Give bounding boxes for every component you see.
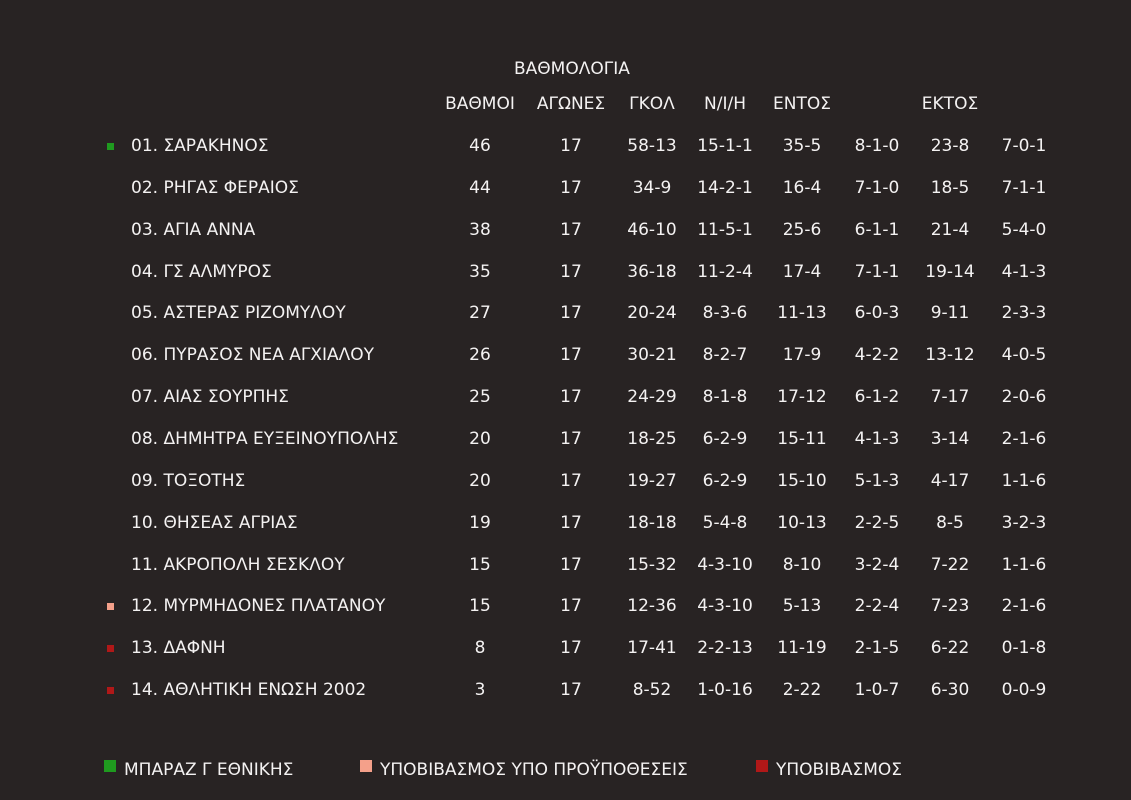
cell-wdl: 2-2-13 xyxy=(697,638,753,658)
header-games: ΑΓΩΝΕΣ xyxy=(536,94,606,114)
cell-away-goals: 3-14 xyxy=(930,429,970,449)
cell-home-wdl: 2-2-4 xyxy=(854,596,900,616)
cell-home-wdl: 6-0-3 xyxy=(854,303,900,323)
table-row xyxy=(0,134,1131,158)
cell-away-wdl: 5-4-0 xyxy=(1001,220,1047,240)
header-away: ΕΚΤΟΣ xyxy=(921,94,979,114)
cell-away-wdl: 1-1-6 xyxy=(1001,555,1047,575)
cell-points: 19 xyxy=(469,513,491,533)
cell-home-wdl: 8-1-0 xyxy=(854,136,900,156)
cell-away-wdl: 2-1-6 xyxy=(1001,429,1047,449)
cell-home-goals: 17-12 xyxy=(777,387,827,407)
cell-away-goals: 19-14 xyxy=(925,262,975,282)
cell-games: 17 xyxy=(560,471,582,491)
cell-away-wdl: 4-0-5 xyxy=(1001,345,1047,365)
cell-wdl: 6-2-9 xyxy=(702,471,748,491)
cell-wdl: 8-3-6 xyxy=(702,303,748,323)
cell-games: 17 xyxy=(560,596,582,616)
cell-home-goals: 17-9 xyxy=(782,345,822,365)
team-name: 06. ΠΥΡΑΣΟΣ ΝΕΑ ΑΓΧΙΑΛΟΥ xyxy=(131,345,375,365)
team-name: 04. ΓΣ ΑΛΜΥΡΟΣ xyxy=(131,262,272,282)
team-name: 09. ΤΟΞΟΤΗΣ xyxy=(131,471,246,491)
cell-games: 17 xyxy=(560,513,582,533)
cell-wdl: 4-3-10 xyxy=(697,555,753,575)
cell-away-goals: 9-11 xyxy=(930,303,970,323)
cell-points: 27 xyxy=(469,303,491,323)
cell-points: 25 xyxy=(469,387,491,407)
cell-points: 26 xyxy=(469,345,491,365)
cell-home-wdl: 2-1-5 xyxy=(854,638,900,658)
cell-home-goals: 2-22 xyxy=(782,680,822,700)
cell-points: 20 xyxy=(469,471,491,491)
team-name: 10. ΘΗΣΕΑΣ ΑΓΡΙΑΣ xyxy=(131,513,298,533)
header-points: ΒΑΘΜΟΙ xyxy=(445,94,515,114)
table-row xyxy=(0,469,1131,493)
cell-home-goals: 11-19 xyxy=(777,638,827,658)
table-row xyxy=(0,678,1131,702)
cell-away-goals: 6-30 xyxy=(930,680,970,700)
cell-goals: 36-18 xyxy=(627,262,677,282)
legend-swatch-icon xyxy=(104,760,116,772)
cell-home-goals: 17-4 xyxy=(782,262,822,282)
cell-goals: 12-36 xyxy=(627,596,677,616)
table-row xyxy=(0,385,1131,409)
cell-away-wdl: 1-1-6 xyxy=(1001,471,1047,491)
cell-goals: 18-18 xyxy=(627,513,677,533)
cell-wdl: 15-1-1 xyxy=(697,136,753,156)
header-home: ΕΝΤΟΣ xyxy=(773,94,831,114)
cell-wdl: 11-5-1 xyxy=(697,220,753,240)
cell-goals: 46-10 xyxy=(627,220,677,240)
cell-home-wdl: 1-0-7 xyxy=(854,680,900,700)
header-wdl: Ν/Ι/Η xyxy=(704,94,746,114)
legend-label: ΜΠΑΡΑΖ Γ ΕΘΝΙΚΗΣ xyxy=(124,760,294,780)
cell-goals: 8-52 xyxy=(632,680,672,700)
cell-away-wdl: 7-0-1 xyxy=(1001,136,1047,156)
cell-away-wdl: 0-0-9 xyxy=(1001,680,1047,700)
cell-away-wdl: 3-2-3 xyxy=(1001,513,1047,533)
status-marker-icon xyxy=(107,687,114,694)
cell-games: 17 xyxy=(560,680,582,700)
cell-games: 17 xyxy=(560,387,582,407)
table-row xyxy=(0,301,1131,325)
table-row xyxy=(0,553,1131,577)
cell-games: 17 xyxy=(560,136,582,156)
legend-label: ΥΠΟΒΙΒΑΣΜΟΣ ΥΠΟ ΠΡΟΫΠΟΘΕΣΕΙΣ xyxy=(380,760,688,780)
cell-wdl: 1-0-16 xyxy=(697,680,753,700)
cell-home-wdl: 6-1-2 xyxy=(854,387,900,407)
team-name: 13. ΔΑΦΝΗ xyxy=(131,638,226,658)
cell-away-wdl: 7-1-1 xyxy=(1001,178,1047,198)
team-name: 02. ΡΗΓΑΣ ΦΕΡΑΙΟΣ xyxy=(131,178,299,198)
legend-swatch-icon xyxy=(360,760,372,772)
cell-goals: 30-21 xyxy=(627,345,677,365)
cell-home-wdl: 5-1-3 xyxy=(854,471,900,491)
cell-games: 17 xyxy=(560,429,582,449)
table-row xyxy=(0,594,1131,618)
cell-away-wdl: 0-1-8 xyxy=(1001,638,1047,658)
cell-goals: 20-24 xyxy=(627,303,677,323)
legend-swatch-icon xyxy=(756,760,768,772)
team-name: 03. ΑΓΙΑ ΑΝΝΑ xyxy=(131,220,256,240)
team-name: 14. ΑΘΛΗΤΙΚΗ ΕΝΩΣΗ 2002 xyxy=(131,680,367,700)
cell-home-goals: 10-13 xyxy=(777,513,827,533)
cell-home-wdl: 2-2-5 xyxy=(854,513,900,533)
table-row xyxy=(0,636,1131,660)
cell-games: 17 xyxy=(560,220,582,240)
status-marker-icon xyxy=(107,603,114,610)
cell-home-wdl: 4-1-3 xyxy=(854,429,900,449)
header-goals: ΓΚΟΛ xyxy=(629,94,675,114)
cell-away-goals: 6-22 xyxy=(930,638,970,658)
cell-home-goals: 11-13 xyxy=(777,303,827,323)
table-row xyxy=(0,427,1131,451)
cell-games: 17 xyxy=(560,345,582,365)
legend-label: ΥΠΟΒΙΒΑΣΜΟΣ xyxy=(776,760,903,780)
cell-points: 46 xyxy=(469,136,491,156)
cell-points: 20 xyxy=(469,429,491,449)
cell-home-goals: 35-5 xyxy=(782,136,822,156)
cell-games: 17 xyxy=(560,303,582,323)
cell-away-wdl: 4-1-3 xyxy=(1001,262,1047,282)
table-row xyxy=(0,511,1131,535)
team-name: 08. ΔΗΜΗΤΡΑ ΕΥΞΕΙΝΟΥΠΟΛΗΣ xyxy=(131,429,399,449)
cell-home-wdl: 6-1-1 xyxy=(854,220,900,240)
cell-wdl: 8-2-7 xyxy=(702,345,748,365)
cell-home-wdl: 7-1-1 xyxy=(854,262,900,282)
cell-wdl: 6-2-9 xyxy=(702,429,748,449)
cell-points: 35 xyxy=(469,262,491,282)
cell-wdl: 8-1-8 xyxy=(702,387,748,407)
table-title: ΒΑΘΜΟΛΟΓΙΑ xyxy=(514,59,630,79)
cell-goals: 18-25 xyxy=(627,429,677,449)
cell-home-wdl: 7-1-0 xyxy=(854,178,900,198)
cell-points: 8 xyxy=(474,638,486,658)
cell-points: 44 xyxy=(469,178,491,198)
cell-wdl: 14-2-1 xyxy=(697,178,753,198)
cell-games: 17 xyxy=(560,638,582,658)
team-name: 01. ΣΑΡΑΚΗΝΟΣ xyxy=(131,136,269,156)
cell-away-goals: 8-5 xyxy=(936,513,964,533)
status-marker-icon xyxy=(107,143,114,150)
table-row xyxy=(0,343,1131,367)
team-name: 11. ΑΚΡΟΠΟΛΗ ΣΕΣΚΛΟΥ xyxy=(131,555,345,575)
table-row xyxy=(0,218,1131,242)
cell-goals: 34-9 xyxy=(632,178,672,198)
cell-home-goals: 8-10 xyxy=(782,555,822,575)
cell-wdl: 5-4-8 xyxy=(702,513,748,533)
cell-wdl: 4-3-10 xyxy=(697,596,753,616)
table-row xyxy=(0,176,1131,200)
cell-home-wdl: 4-2-2 xyxy=(854,345,900,365)
cell-wdl: 11-2-4 xyxy=(697,262,753,282)
team-name: 07. ΑΙΑΣ ΣΟΥΡΠΗΣ xyxy=(131,387,289,407)
cell-away-wdl: 2-3-3 xyxy=(1001,303,1047,323)
status-marker-icon xyxy=(107,645,114,652)
cell-away-goals: 7-17 xyxy=(930,387,970,407)
cell-points: 15 xyxy=(469,555,491,575)
table-row xyxy=(0,260,1131,284)
cell-games: 17 xyxy=(560,262,582,282)
cell-home-goals: 25-6 xyxy=(782,220,822,240)
cell-away-goals: 4-17 xyxy=(930,471,970,491)
cell-away-goals: 21-4 xyxy=(930,220,970,240)
cell-goals: 19-27 xyxy=(627,471,677,491)
cell-away-goals: 18-5 xyxy=(930,178,970,198)
cell-home-goals: 16-4 xyxy=(782,178,822,198)
cell-home-goals: 15-11 xyxy=(777,429,827,449)
cell-goals: 15-32 xyxy=(627,555,677,575)
team-name: 05. ΑΣΤΕΡΑΣ ΡΙΖΟΜΥΛΟΥ xyxy=(131,303,346,323)
cell-goals: 58-13 xyxy=(627,136,677,156)
cell-points: 15 xyxy=(469,596,491,616)
cell-away-wdl: 2-1-6 xyxy=(1001,596,1047,616)
cell-points: 3 xyxy=(474,680,486,700)
cell-away-goals: 13-12 xyxy=(925,345,975,365)
cell-away-goals: 7-22 xyxy=(930,555,970,575)
cell-points: 38 xyxy=(469,220,491,240)
cell-games: 17 xyxy=(560,555,582,575)
cell-away-wdl: 2-0-6 xyxy=(1001,387,1047,407)
cell-goals: 17-41 xyxy=(627,638,677,658)
cell-away-goals: 7-23 xyxy=(930,596,970,616)
cell-away-goals: 23-8 xyxy=(930,136,970,156)
cell-home-wdl: 3-2-4 xyxy=(854,555,900,575)
cell-goals: 24-29 xyxy=(627,387,677,407)
cell-games: 17 xyxy=(560,178,582,198)
cell-home-goals: 5-13 xyxy=(782,596,822,616)
team-name: 12. ΜΥΡΜΗΔΟΝΕΣ ΠΛΑΤΑΝΟΥ xyxy=(131,596,386,616)
cell-home-goals: 15-10 xyxy=(777,471,827,491)
